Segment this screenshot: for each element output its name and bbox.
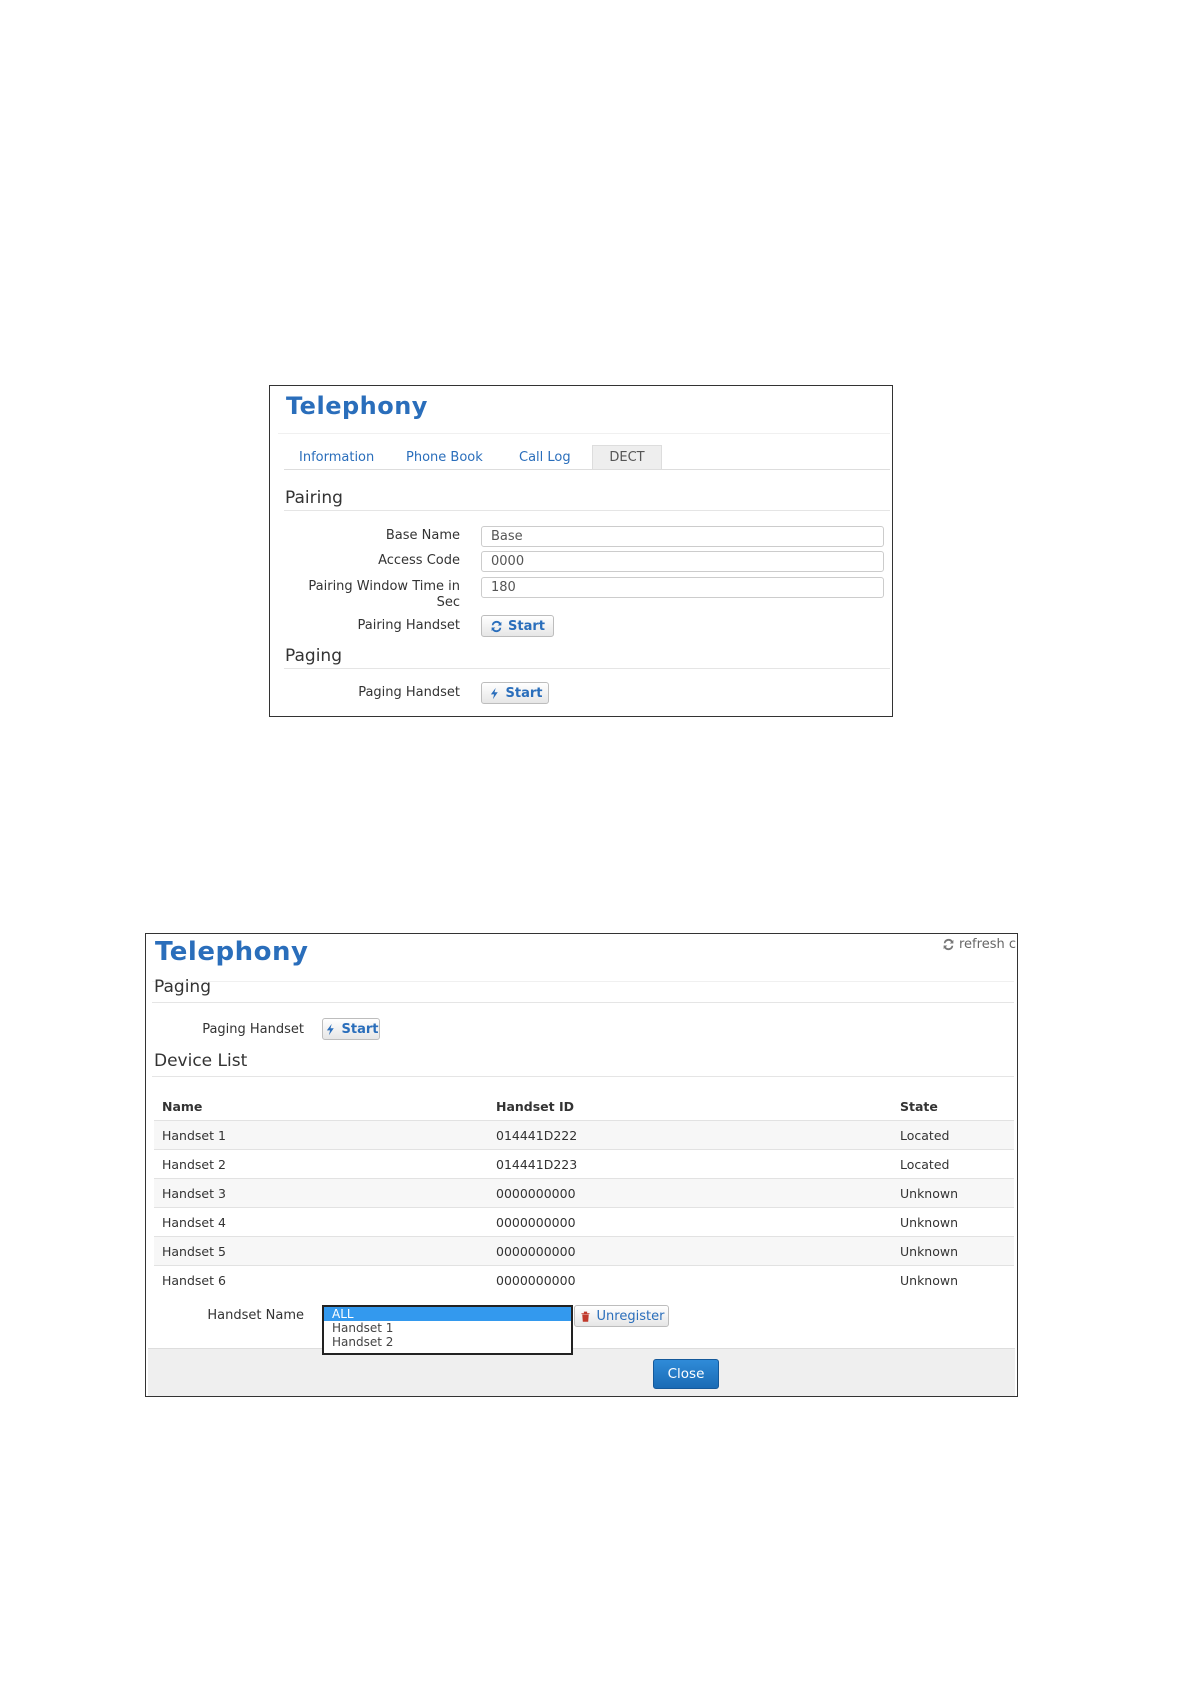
table-row (154, 1150, 1014, 1179)
base-name-input[interactable] (481, 526, 884, 547)
pairing-heading: Pairing (285, 488, 343, 508)
paging-divider (152, 1002, 1014, 1003)
cell-name: Handset 4 (154, 1208, 488, 1237)
pairing-window-label (290, 579, 460, 611)
table-row (154, 1237, 1014, 1266)
paging-start-label: Start (505, 685, 543, 701)
paging-start-button[interactable] (322, 1018, 380, 1040)
page-title: Telephony (155, 937, 309, 967)
cell-handset-id: 0000000000 (488, 1208, 892, 1237)
tab-call-log[interactable]: Call Log (519, 450, 571, 465)
bolt-icon (324, 1023, 337, 1036)
cell-state: Unknown (892, 1266, 1014, 1295)
column-header-name: Name (162, 1098, 203, 1114)
cell-state: Located (892, 1121, 1014, 1150)
cell-name: Handset 2 (154, 1150, 488, 1179)
option-handset-1[interactable]: Handset 1 (332, 1321, 394, 1335)
pairing-start-button[interactable] (481, 615, 554, 637)
page-title: Telephony (286, 392, 428, 420)
cell-handset-id: 0000000000 (488, 1179, 892, 1208)
bolt-icon (488, 687, 501, 700)
cell-state: Located (892, 1150, 1014, 1179)
table-row (154, 1179, 1014, 1208)
paging-heading: Paging (154, 977, 211, 997)
refresh-icon (942, 938, 955, 951)
close-button[interactable]: Close (653, 1359, 719, 1389)
pairing-start-label: Start (508, 618, 545, 634)
title-divider (278, 433, 890, 434)
handset-name-label: Handset Name (207, 1308, 304, 1323)
trash-icon (579, 1310, 592, 1323)
cell-name: Handset 1 (154, 1121, 488, 1150)
refresh-icon (490, 620, 503, 633)
access-code-label: Access Code (378, 553, 460, 568)
pairing-window-input[interactable] (481, 577, 884, 598)
cell-handset-id: 0000000000 (488, 1237, 892, 1266)
device-list-heading: Device List (154, 1051, 248, 1071)
pairing-handset-label: Pairing Handset (357, 618, 460, 633)
pairing-window-label-line1: Pairing Window Time in (308, 579, 460, 594)
cell-handset-id: 014441D223 (488, 1150, 892, 1179)
paging-handset-label: Paging Handset (202, 1022, 304, 1037)
device-list-screenshot (145, 933, 1018, 1397)
unregister-button[interactable] (574, 1305, 669, 1327)
table-row (154, 1121, 1014, 1150)
pairing-window-label-line2: Sec (436, 595, 460, 610)
column-header-handset-id: Handset ID (496, 1098, 575, 1114)
table-row (154, 1208, 1014, 1237)
tab-dect[interactable]: DECT (592, 445, 662, 470)
modal-footer (148, 1348, 1015, 1397)
paging-heading: Paging (285, 646, 342, 666)
paging-start-label: Start (341, 1021, 379, 1037)
handset-name-listbox[interactable] (322, 1305, 573, 1355)
option-handset-2[interactable]: Handset 2 (332, 1335, 394, 1349)
cell-state: Unknown (892, 1237, 1014, 1266)
cell-name: Handset 3 (154, 1179, 488, 1208)
column-header-state: State (900, 1098, 938, 1114)
device-table (154, 1092, 1014, 1294)
tab-phone-book[interactable]: Phone Book (406, 450, 483, 465)
refresh-link[interactable] (942, 937, 1016, 952)
cell-handset-id: 0000000000 (488, 1266, 892, 1295)
cell-name: Handset 6 (154, 1266, 488, 1295)
title-divider (152, 981, 1014, 982)
cell-state: Unknown (892, 1179, 1014, 1208)
dect-settings-screenshot (269, 385, 893, 717)
pairing-divider (284, 510, 890, 511)
cell-handset-id: 014441D222 (488, 1121, 892, 1150)
paging-start-button[interactable] (481, 682, 549, 704)
paging-divider (284, 668, 890, 669)
cell-state: Unknown (892, 1208, 1014, 1237)
cell-name: Handset 5 (154, 1237, 488, 1266)
access-code-input[interactable] (481, 551, 884, 572)
refresh-label: refresh c (959, 937, 1016, 952)
paging-handset-label: Paging Handset (358, 685, 460, 700)
option-all[interactable]: ALL (324, 1307, 571, 1321)
unregister-label: Unregister (596, 1308, 665, 1324)
table-header-row (154, 1092, 1014, 1121)
device-list-divider (152, 1076, 1014, 1077)
tab-information[interactable]: Information (299, 450, 375, 465)
table-row (154, 1266, 1014, 1295)
base-name-label: Base Name (385, 528, 460, 543)
tabs-divider (284, 469, 890, 470)
